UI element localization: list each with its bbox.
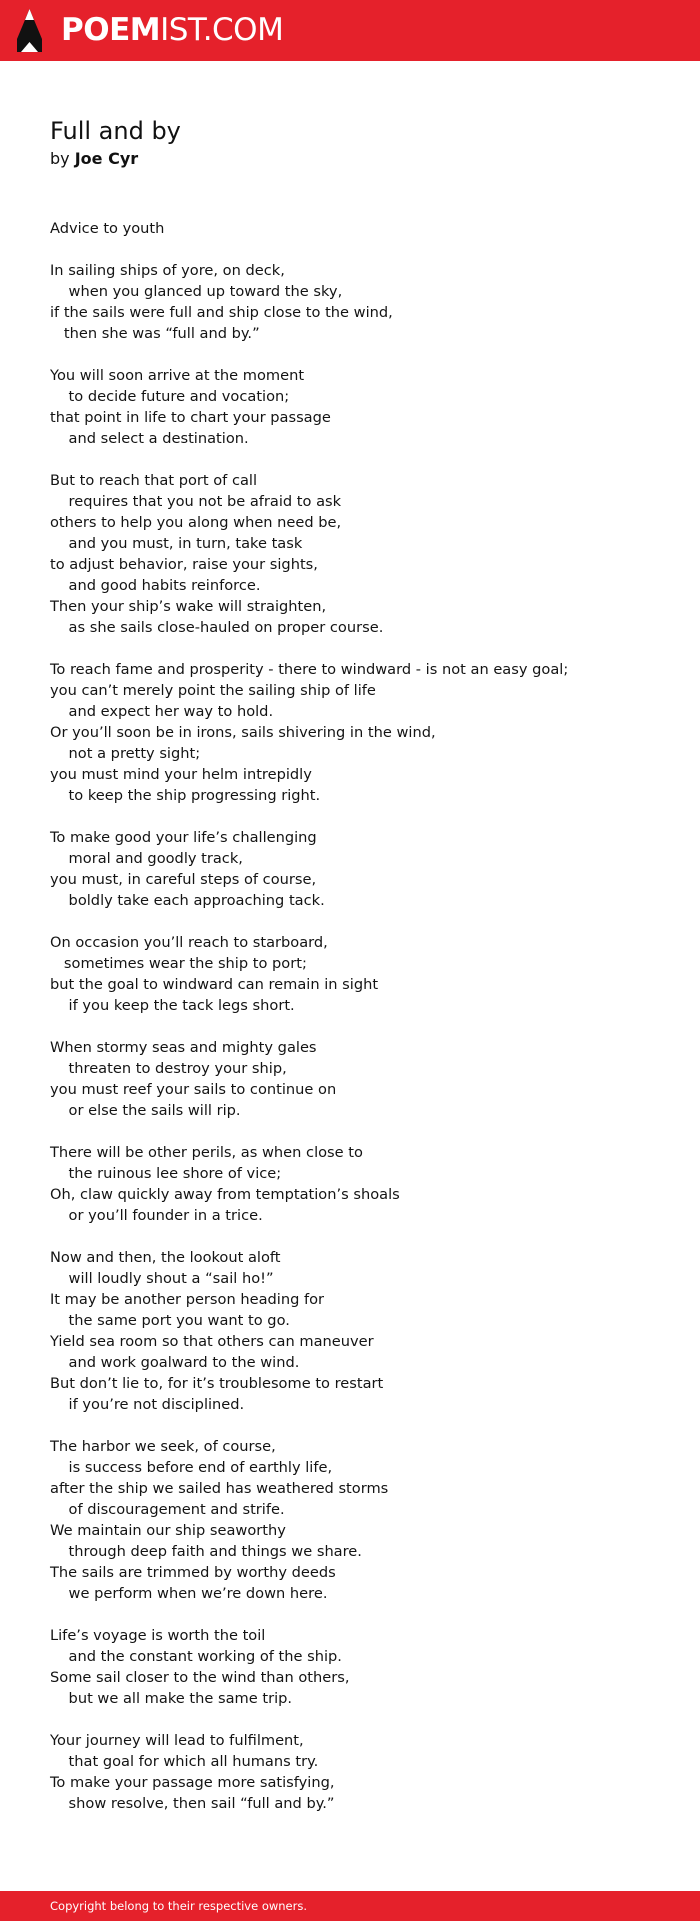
poem-line: and work goalward to the wind. xyxy=(50,1354,300,1371)
poem-line: you must mind your helm intrepidly xyxy=(50,766,312,783)
poem-line: and the constant working of the ship. xyxy=(50,1648,342,1665)
poem-line: threaten to destroy your ship, xyxy=(50,1060,287,1077)
poem-line: Then your ship’s wake will straighten, xyxy=(50,598,327,615)
poem-line: You will soon arrive at the moment xyxy=(50,367,305,384)
poem-line: Oh, claw quickly away from temptation’s shoals xyxy=(50,1186,400,1203)
poem-stanza xyxy=(50,1142,670,1226)
poem-line: When stormy seas and mighty gales xyxy=(50,1039,317,1056)
poem-line: Your journey will lead to fulfilment, xyxy=(50,1732,304,1749)
poem-line: that goal for which all humans try. xyxy=(50,1753,319,1770)
poem-line: But to reach that port of call xyxy=(50,472,258,489)
poem-line: will loudly shout a “sail ho!” xyxy=(50,1270,274,1287)
poem-stanza xyxy=(50,365,670,449)
poem-stanza xyxy=(50,1730,670,1814)
poem-stanza xyxy=(50,260,670,344)
poem-line: to decide future and vocation; xyxy=(50,388,290,405)
poem-line: and good habits reinforce. xyxy=(50,577,261,594)
poem-line: sometimes wear the ship to port; xyxy=(50,955,307,972)
poem-line: of discouragement and strife. xyxy=(50,1501,285,1518)
logo-light-text: IST.COM xyxy=(160,12,284,48)
poem-stanza xyxy=(50,218,670,239)
poem-stanza xyxy=(50,827,670,911)
poem-line: boldly take each approaching tack. xyxy=(50,892,325,909)
poem-line: In sailing ships of yore, on deck, xyxy=(50,262,285,279)
poem-line: There will be other perils, as when close to xyxy=(50,1144,363,1161)
poem-line: you must, in careful steps of course, xyxy=(50,871,317,888)
poem-line: not a pretty sight; xyxy=(50,745,201,762)
poem-line: The sails are trimmed by worthy deeds xyxy=(50,1564,336,1581)
poem-stanza xyxy=(50,1037,670,1121)
poem-line: if the sails were full and ship close to the wind, xyxy=(50,304,393,321)
copyright-notice: Copyright belong to their respective owners. xyxy=(50,1899,308,1913)
poem-line: when you glanced up toward the sky, xyxy=(50,283,343,300)
poem-line: after the ship we sailed has weathered storms xyxy=(50,1480,389,1497)
poem-line: the ruinous lee shore of vice; xyxy=(50,1165,282,1182)
poem-line: if you’re not disciplined. xyxy=(50,1396,245,1413)
poem-line: then she was “full and by.” xyxy=(50,325,260,342)
poem-line: It may be another person heading for xyxy=(50,1291,325,1308)
poem-line: To make your passage more satisfying, xyxy=(50,1774,335,1791)
poem-line: to adjust behavior, raise your sights, xyxy=(50,556,318,573)
poem-line: the same port you want to go. xyxy=(50,1312,290,1329)
poem-stanza xyxy=(50,1436,670,1604)
poem-line: and you must, in turn, take task xyxy=(50,535,303,552)
poem-stanza xyxy=(50,1247,670,1415)
poem-line: and expect her way to hold. xyxy=(50,703,274,720)
poem-line: Now and then, the lookout aloft xyxy=(50,1249,281,1266)
poem-line: as she sails close-hauled on proper course. xyxy=(50,619,384,636)
poem-line: Or you’ll soon be in irons, sails shivering in the wind, xyxy=(50,724,436,741)
poem-line: you can’t merely point the sailing ship of life xyxy=(50,682,376,699)
poem-line: but the goal to windward can remain in sight xyxy=(50,976,379,993)
poem-line: that point in life to chart your passage xyxy=(50,409,331,426)
poem-line: we perform when we’re down here. xyxy=(50,1585,328,1602)
poem-line: Yield sea room so that others can maneuver xyxy=(50,1333,374,1350)
poem-stanza xyxy=(50,1625,670,1709)
byline-prefix: by xyxy=(50,149,70,168)
poem-line: show resolve, then sail “full and by.” xyxy=(50,1795,335,1812)
poem-line: requires that you not be afraid to ask xyxy=(50,493,342,510)
byline xyxy=(50,148,138,170)
poem-line: or else the sails will rip. xyxy=(50,1102,241,1119)
poem-body xyxy=(50,218,670,1835)
poem-stanza xyxy=(50,470,670,638)
poem-line: and select a destination. xyxy=(50,430,249,447)
poem-line: To reach fame and prosperity - there to windward - is not an easy goal; xyxy=(50,661,569,678)
pencil-logo-icon[interactable] xyxy=(17,9,42,52)
logo-bold-text: POEM xyxy=(61,12,161,48)
poem-line: Some sail closer to the wind than others, xyxy=(50,1669,350,1686)
site-header xyxy=(0,0,700,61)
poem-title: Full and by xyxy=(50,117,181,145)
poem-line: But don’t lie to, for it’s troublesome to restart xyxy=(50,1375,384,1392)
poem-line: but we all make the same trip. xyxy=(50,1690,293,1707)
poem-line: others to help you along when need be, xyxy=(50,514,342,531)
poem-line: or you’ll founder in a trice. xyxy=(50,1207,263,1224)
poem-stanza xyxy=(50,932,670,1016)
poem-line: Advice to youth xyxy=(50,220,165,237)
poem-line: To make good your life’s challenging xyxy=(50,829,317,846)
author-name: Joe Cyr xyxy=(74,149,139,168)
poem-line: through deep faith and things we share. xyxy=(50,1543,362,1560)
poem-line: The harbor we seek, of course, xyxy=(50,1438,276,1455)
poem-line: Life’s voyage is worth the toil xyxy=(50,1627,266,1644)
poem-line: you must reef your sails to continue on xyxy=(50,1081,337,1098)
site-logo[interactable] xyxy=(61,12,283,48)
poem-line: We maintain our ship seaworthy xyxy=(50,1522,286,1539)
poem-line: moral and goodly track, xyxy=(50,850,243,867)
poem-line: if you keep the tack legs short. xyxy=(50,997,295,1014)
site-footer xyxy=(0,1891,700,1921)
poem-line: to keep the ship progressing right. xyxy=(50,787,321,804)
poem-line: is success before end of earthly life, xyxy=(50,1459,333,1476)
poem-stanza xyxy=(50,659,670,806)
poem-line: On occasion you’ll reach to starboard, xyxy=(50,934,328,951)
